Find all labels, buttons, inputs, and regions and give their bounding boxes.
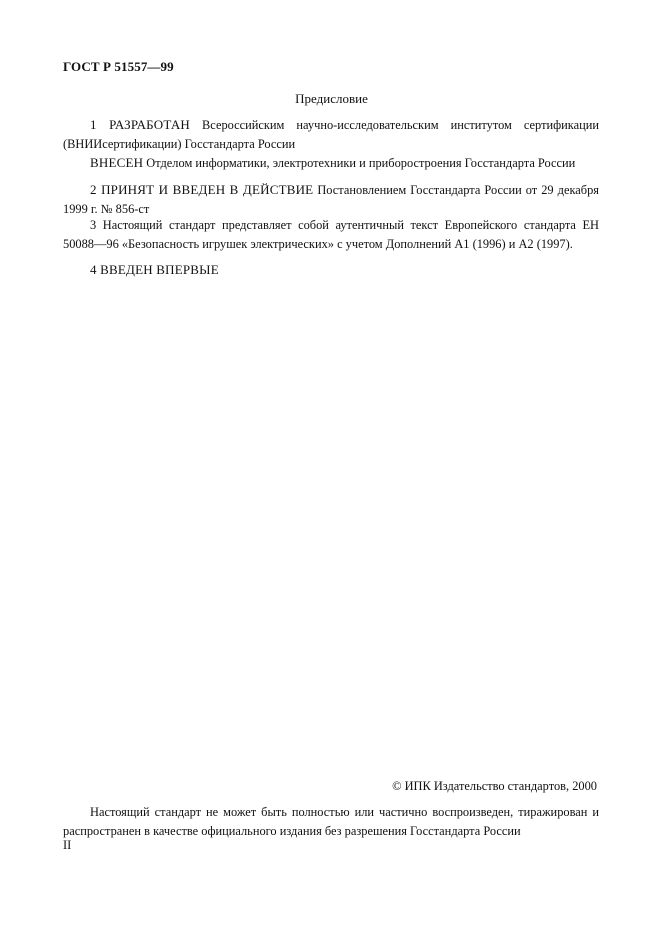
first-introduced-label: 4 ВВЕДЕН ВПЕРВЫЕ [90,262,219,277]
paragraph-developed-by [63,115,599,154]
submitted-text: Отделом информатики, электротехники и приборостроения Госстандарта России [143,156,576,170]
reproduction-notice [63,803,599,841]
section-heading [0,91,661,107]
developed-text: Всероссийским научно-исследовательским институтом сертификации (ВНИИсертификации) Госстандарта России [63,118,599,151]
submitted-label: ВНЕСЕН [90,155,144,170]
heading-text: Предисловие [295,91,368,106]
adopted-label: 2 ПРИНЯТ И ВВЕДЕН В ДЕЙСТВИЕ [90,182,314,197]
paragraph-submitted-by [63,153,599,173]
developed-label: 1 РАЗРАБОТАН [90,117,191,132]
adopted-text: Постановлением Госстандарта России от 29 декабря 1999 г. № 856-ст [63,183,599,216]
paragraph-first-introduced [63,260,599,280]
copyright-line: © ИПК Издательство стандартов, 2000 [392,779,597,793]
notice-text: Настоящий стандарт не может быть полностью или частично воспроизведен, тиражирован и распространен в качестве официального издания без разрешения Госстандарта России [63,805,599,838]
authentic-text: 3 Настоящий стандарт представляет собой аутентичный текст Европейского стандарта ЕН 50088—96 «Безопасность игрушек электрических» с учетом Дополнений А1 (1996) и А2 (1997). [63,218,599,251]
paragraph-adopted [63,180,599,219]
paragraph-authentic-text [63,216,599,254]
page-number: II [63,838,72,852]
document-number: ГОСТ Р 51557—99 [63,59,174,74]
